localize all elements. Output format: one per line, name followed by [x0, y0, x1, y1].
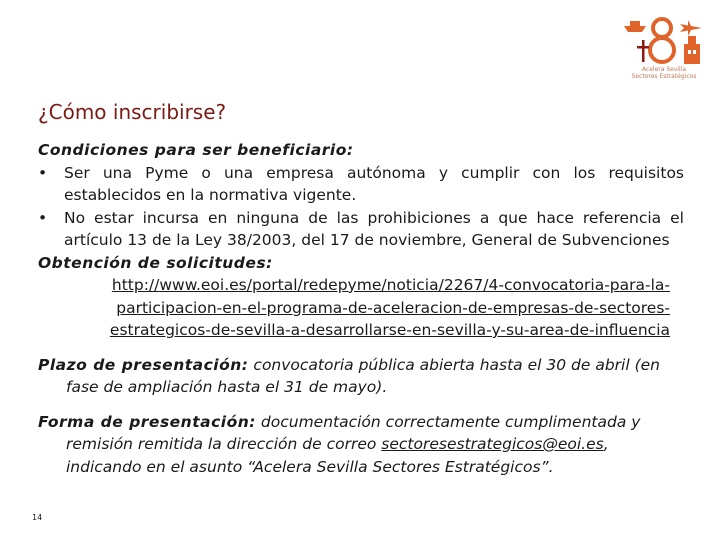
email-link[interactable]: sectoresestrategicos@eoi.es	[381, 435, 604, 453]
list-item	[38, 207, 684, 252]
application-link[interactable]	[58, 274, 684, 342]
submission-text-after: , indicando en el asunto “Acelera Sevilla Sectores Estratégicos”.	[66, 435, 609, 476]
bullet-icon: •	[38, 208, 48, 227]
url-line[interactable]: estrategicos-de-sevilla-a-desarrollarse-en-sevilla-y-su-area-de-influencia	[109, 321, 670, 339]
submission-label: Forma de presentación:	[38, 412, 256, 431]
logo-caption	[618, 66, 710, 80]
obtaining-heading: Obtención de solicitudes:	[38, 253, 273, 272]
main-content	[38, 139, 684, 478]
deadline-paragraph	[38, 354, 684, 399]
list-item	[38, 162, 684, 207]
url-line[interactable]: participacion-en-el-programa-de-aceleracion-de-empresas-de-sectores-	[116, 298, 670, 317]
condition-text: No estar incursa en ninguna de las prohibiciones a que hace referencia el artículo 13 de la Ley 38/2003, del 17 de noviembre, General de Subvenciones	[64, 208, 684, 249]
logo-caption-line1: Acelera Sevilla	[641, 66, 687, 73]
page-number: 14	[32, 513, 43, 522]
submission-paragraph	[38, 411, 684, 479]
logo-caption-line2: Sectores Estratégicos	[631, 73, 697, 80]
conditions-heading: Condiciones para ser beneficiario:	[38, 141, 354, 159]
condition-text: Ser una Pyme o una empresa autónoma y cumplir con los requisitos establecidos en la normativa vigente.	[64, 163, 684, 204]
deadline-label: Plazo de presentación:	[38, 355, 249, 374]
bullet-icon: •	[38, 163, 48, 182]
url-line[interactable]: http://www.eoi.es/portal/redepyme/noticia/2267/4-convocatoria-para-la-	[111, 276, 670, 294]
submission-text: documentación correctamente cumplimentada y remisión remitida la dirección de correo	[66, 412, 641, 453]
deadline-text: convocatoria pública abierta hasta el 30 de abril (en fase de ampliación hasta el 31 de mayo).	[66, 355, 660, 396]
page-title: ¿Cómo inscribirse?	[38, 100, 227, 124]
